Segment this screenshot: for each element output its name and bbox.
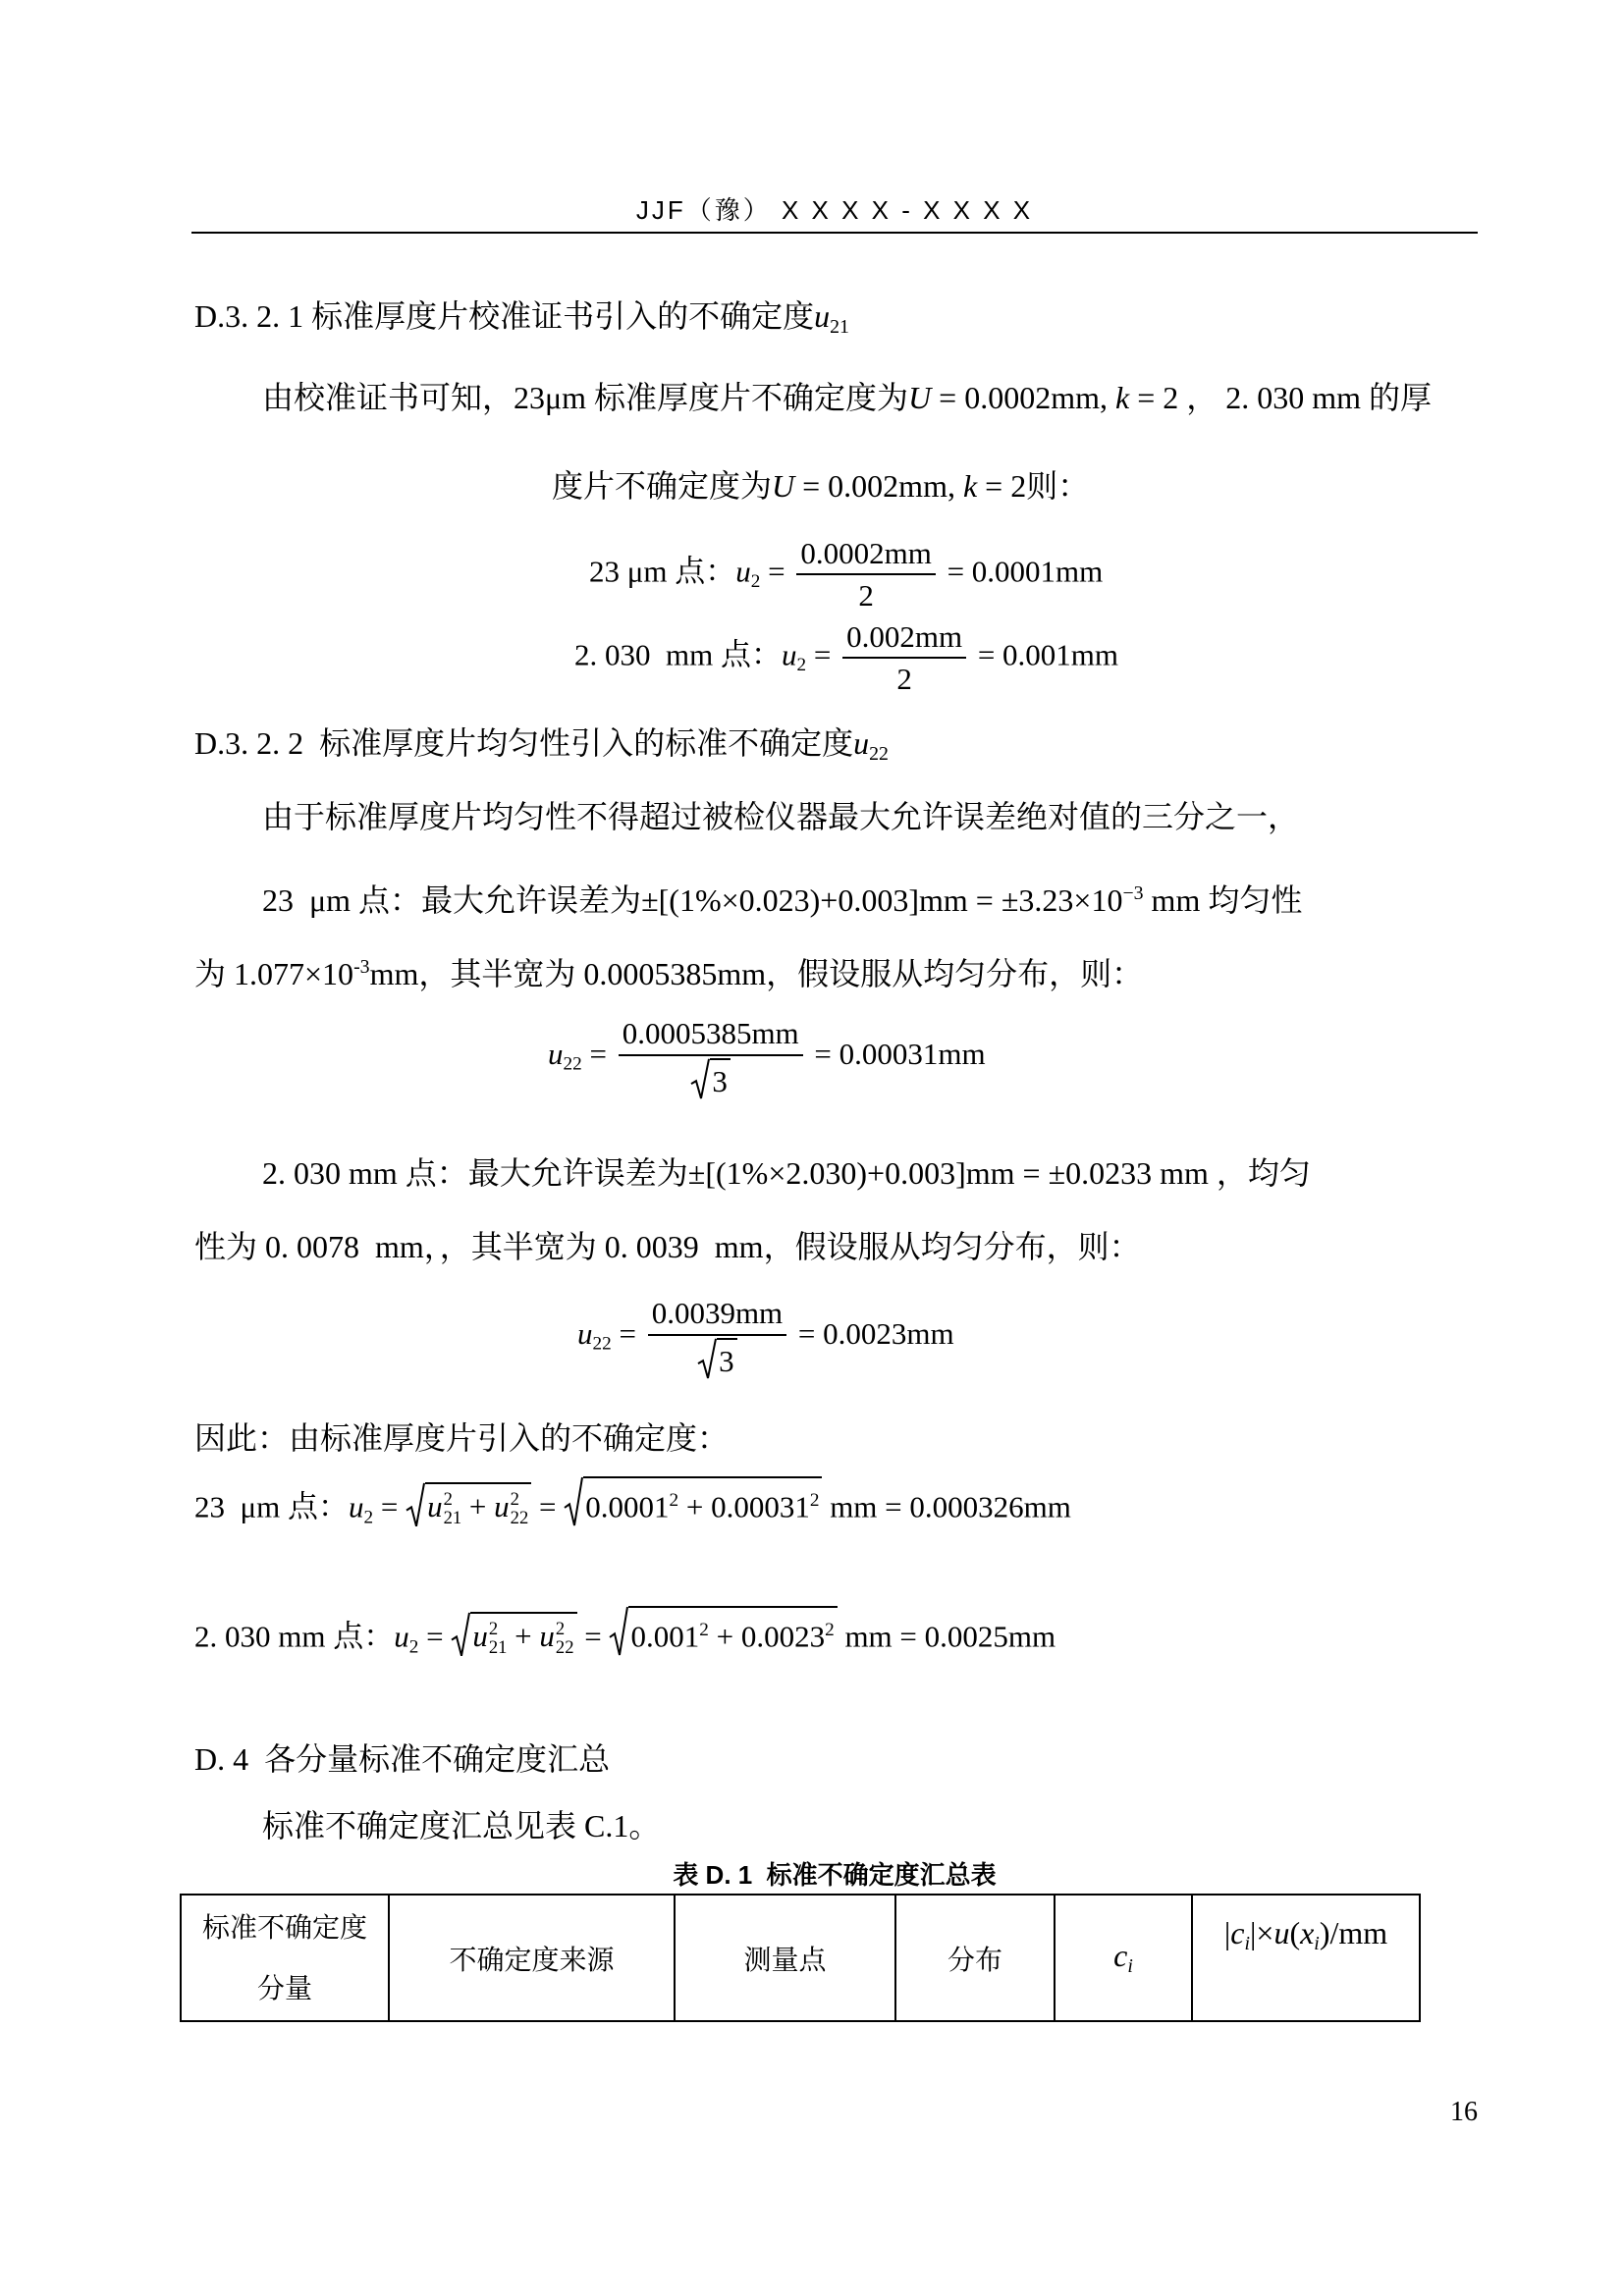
header-cell-text: 标准不确定度 (201, 1911, 367, 1943)
math-symbol: c (1113, 1938, 1128, 1974)
paragraph-text: 标准不确定度汇总见表 C.1。 (262, 1808, 661, 1843)
formula-combined-23um (194, 1458, 1071, 1556)
radicand: 3 (717, 1338, 737, 1379)
sub-superscript (489, 1621, 508, 1657)
math-operator: = (373, 1489, 406, 1524)
fraction-numerator: 0.002mm (842, 618, 966, 659)
paragraph-text: mm，其半宽为 0.0005385mm，假设服从均匀分布，则： (369, 955, 1144, 991)
table-header-row (181, 1895, 1420, 2021)
math-subscript: 22 (869, 742, 889, 765)
paragraph-mpe-2030mm (262, 1153, 1311, 1193)
fraction-denominator (690, 1056, 731, 1099)
math-superscript: 2 (555, 1619, 566, 1640)
math-symbol: u (494, 1489, 510, 1524)
heading-text: D.3. 2. 1 标准厚度片校准证书引入的不确定度 (194, 298, 815, 334)
math-operator: + (461, 1489, 495, 1524)
formula-result: = 0.0023mm (790, 1316, 954, 1352)
math-operator: = (806, 637, 839, 672)
paragraph-text: 23 μm 点：最大允许误差为 (262, 881, 642, 918)
math-value: = 0.002mm, (794, 468, 963, 504)
formula-body (194, 1606, 1056, 1667)
fraction-numerator: 0.0002mm (796, 535, 935, 575)
formula-body (548, 1015, 986, 1098)
math-subscript: 22 (563, 1053, 582, 1075)
formula-result: mm = 0.0025mm (837, 1619, 1056, 1654)
math-symbol: u (348, 1489, 364, 1524)
header-cell-text: 分量 (256, 1972, 312, 2003)
heading-text: D.3. 2. 2 标准厚度片均匀性引入的标准不确定度 (194, 725, 854, 761)
paragraph-halfwidth-2030mm (194, 1227, 1141, 1266)
radical-sign-icon (564, 1476, 583, 1527)
math-value: 0.00031 (711, 1489, 810, 1524)
paragraph-halfwidth-23um (194, 947, 1143, 993)
fraction-numerator: 0.0039mm (648, 1295, 786, 1335)
fraction (842, 618, 966, 697)
math-operator: = (418, 1619, 452, 1654)
uncertainty-summary-table (180, 1894, 1421, 2022)
math-operator: | (1249, 1915, 1257, 1950)
square-root (609, 1606, 837, 1657)
formula-result: = 0.0001mm (939, 554, 1104, 589)
math-operator: + (708, 1619, 741, 1654)
header-cell-source: 不确定度来源 (389, 1895, 675, 2021)
math-subscript: 22 (510, 1507, 529, 1528)
fraction (796, 535, 935, 614)
formula-label: 23 μm 点： (194, 1489, 349, 1524)
math-operator: = (531, 1489, 565, 1524)
formula-label: 2. 030 mm 点： (574, 637, 782, 672)
formula-label: 23 μm 点： (589, 554, 736, 589)
section-heading-d321 (194, 296, 849, 347)
math-symbol: u (472, 1619, 488, 1654)
header-cell-ci (1055, 1895, 1192, 2021)
math-symbol: u (781, 637, 797, 672)
math-subscript: i (1314, 1932, 1320, 1954)
math-superscript: 2 (510, 1489, 519, 1511)
paragraph-certificate-cont (552, 466, 1089, 506)
math-symbol: u (394, 1619, 409, 1654)
math-operator: = (576, 1619, 610, 1654)
math-subscript: 21 (443, 1507, 462, 1528)
math-symbol: k (1115, 380, 1130, 415)
formula-body (577, 1295, 954, 1378)
fraction-denominator: 2 (896, 662, 912, 696)
math-operator: ( (1289, 1915, 1301, 1950)
formula-result: mm = 0.000326mm (822, 1489, 1071, 1524)
heading-text: D. 4 各分量标准不确定度汇总 (194, 1741, 611, 1777)
math-value: 0.0001 (585, 1489, 670, 1524)
math-value: = 2 (1129, 380, 1179, 415)
math-symbol: u (539, 1619, 555, 1654)
square-root (406, 1482, 531, 1527)
section-heading-d4 (194, 1739, 610, 1779)
radicand: 3 (710, 1058, 731, 1099)
header-cell-point: 测量点 (675, 1895, 895, 2021)
math-operator: = (581, 1037, 615, 1072)
fraction-denominator (697, 1336, 737, 1379)
math-subscript: 21 (830, 315, 849, 338)
header-cell-contribution (1192, 1895, 1420, 2021)
math-superscript: 2 (699, 1619, 709, 1640)
math-operator: + (678, 1489, 712, 1524)
math-value: 0.001 (630, 1619, 700, 1654)
header-cell-distribution: 分布 (895, 1895, 1055, 2021)
formula-label: 2. 030 mm 点： (194, 1619, 395, 1654)
math-superscript: 2 (488, 1619, 499, 1640)
paragraph-mpe-23um (262, 874, 1302, 920)
sub-superscript (444, 1491, 462, 1527)
math-operator: = (611, 1316, 644, 1352)
math-expression: ±[(1%×2.030)+0.003]mm = ±0.0233 mm (687, 1155, 1209, 1191)
paragraph-summary (262, 1806, 660, 1845)
sub-superscript (556, 1621, 574, 1657)
math-subscript: 21 (488, 1636, 508, 1658)
math-symbol: x (1300, 1915, 1315, 1950)
math-operator: | (1223, 1915, 1231, 1950)
math-value: = 2 (977, 468, 1027, 504)
square-root (690, 1058, 731, 1099)
formula-u22-2030mm (577, 1288, 954, 1386)
paragraph-text: mm 均匀性 (1143, 881, 1303, 918)
radical-sign-icon (697, 1338, 717, 1379)
paragraph-therefore (194, 1418, 729, 1458)
fraction-numerator: 0.0005385mm (619, 1015, 803, 1055)
paragraph-text: 则： (1026, 468, 1090, 504)
math-value: = 0.0002mm, (931, 380, 1115, 415)
radicand (470, 1612, 576, 1657)
math-symbol: U (772, 468, 795, 504)
math-operator: = (760, 554, 793, 589)
radical-sign-icon (690, 1058, 710, 1099)
math-symbol: k (962, 468, 978, 504)
square-root (697, 1338, 737, 1379)
fraction-denominator: 2 (858, 578, 874, 613)
formula-body (589, 535, 1103, 614)
math-value: 0.0023 (740, 1619, 826, 1654)
math-symbol: c (1230, 1915, 1245, 1950)
square-root (451, 1612, 576, 1657)
math-symbol: u (814, 298, 831, 334)
paragraph-certificate (262, 378, 1432, 417)
math-superscript: −3 (1122, 882, 1144, 904)
math-superscript: -3 (353, 956, 370, 978)
paragraph-text: 因此：由标准厚度片引入的不确定度： (194, 1420, 730, 1456)
radical-sign-icon (406, 1482, 425, 1527)
paragraph-text: ， 2. 030 mm 的厚 (1178, 380, 1433, 415)
section-heading-d322 (194, 723, 889, 774)
formula-u22-23um (548, 1008, 986, 1106)
formula-body (194, 1476, 1071, 1537)
math-symbol: u (735, 554, 751, 589)
math-subscript: 2 (408, 1636, 419, 1658)
paragraph-text: 性为 0. 0078 mm，，其半宽为 0. 0039 mm，假设服从均匀分布，则： (194, 1229, 1141, 1264)
math-subscript: i (1127, 1954, 1133, 1977)
formula-result: = 0.001mm (970, 637, 1119, 672)
math-expression: ±[(1%×0.023)+0.003]mm = ±3.23×10 (641, 881, 1123, 918)
paragraph-text: 度片不确定度为 (552, 468, 773, 504)
math-symbol: U (908, 380, 932, 415)
math-symbol: u (1273, 1915, 1290, 1950)
formula-combined-2030mm (194, 1587, 1056, 1685)
fraction (648, 1295, 786, 1378)
radical-sign-icon (451, 1612, 470, 1657)
paragraph-text: 由于标准厚度片均匀性不得超过被检仪器最大允许误差绝对值的三分之一， (262, 799, 1300, 834)
math-superscript: 2 (443, 1489, 453, 1511)
formula-result: = 0.00031mm (806, 1037, 986, 1072)
paragraph-text: 为 1.077×10 (194, 955, 354, 991)
formula-body (574, 618, 1118, 697)
math-subscript: 2 (750, 570, 761, 592)
math-superscript: 2 (825, 1619, 835, 1640)
math-operator: + (507, 1619, 540, 1654)
math-superscript: 2 (809, 1489, 820, 1511)
math-unit: )/mm (1319, 1915, 1388, 1950)
math-subscript: 22 (592, 1333, 612, 1355)
radicand (583, 1476, 822, 1527)
radical-sign-icon (609, 1606, 628, 1657)
radicand (628, 1606, 837, 1657)
math-subscript: 22 (555, 1636, 574, 1658)
math-symbol: u (853, 725, 870, 761)
math-symbol: u (548, 1037, 564, 1072)
header-rule (191, 232, 1478, 234)
math-operator: × (1256, 1915, 1274, 1950)
page-number: 16 (1450, 2097, 1478, 2127)
math-subscript: 2 (796, 654, 807, 675)
formula-u2-2030mm (574, 609, 1118, 707)
square-root (564, 1476, 822, 1527)
math-subscript: 2 (363, 1507, 374, 1528)
math-symbol: u (427, 1489, 443, 1524)
paragraph-text: 2. 030 mm 点：最大允许误差为 (262, 1155, 688, 1191)
paragraph-uniformity (262, 797, 1299, 836)
paragraph-text: ，均匀 (1208, 1155, 1311, 1191)
math-superscript: 2 (669, 1489, 679, 1511)
math-symbol: u (577, 1316, 593, 1352)
paragraph-text: 由校准证书可知，23μm 标准厚度片不确定度为 (262, 380, 909, 415)
running-header: JJF（豫） X X X X - X X X X (635, 195, 1034, 225)
fraction (619, 1015, 803, 1098)
radicand (425, 1482, 531, 1527)
sub-superscript (511, 1491, 529, 1527)
math-subscript: i (1244, 1932, 1250, 1954)
table-caption: 表 D. 1 标准不确定度汇总表 (673, 1860, 997, 1890)
header-cell-component (181, 1895, 389, 2021)
